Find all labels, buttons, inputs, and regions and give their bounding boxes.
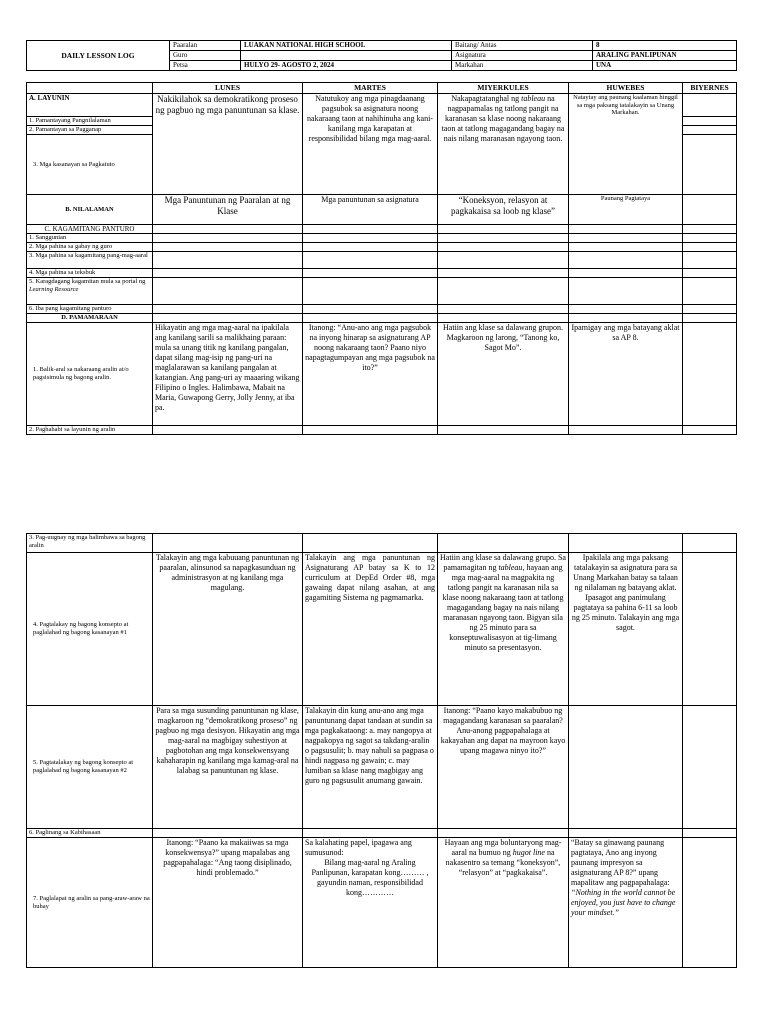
- empty-cell: [438, 278, 569, 305]
- layunin-biyernes-4: [683, 135, 737, 195]
- empty-cell: [303, 252, 438, 269]
- lesson-table-page-1: [26, 82, 737, 435]
- empty-cell: [438, 225, 569, 234]
- empty-cell: [303, 829, 438, 838]
- empty-cell: [303, 234, 438, 243]
- subject-value: ARALING PANLIPUNAN: [593, 51, 737, 61]
- empty-cell: [683, 829, 737, 838]
- empty-cell: [569, 243, 683, 252]
- empty-cell: [683, 305, 737, 314]
- empty-cell: [153, 243, 303, 252]
- kagamitang-pang-mag-aaral: 3. Mga pahina sa kagamitang pang-mag-aaral: [27, 252, 153, 269]
- empty-cell: [438, 234, 569, 243]
- paglalapat-label: 7. Paglalapat ng aralin sa pang-araw-araw na buhay: [27, 838, 153, 968]
- pagtalakay-1-miyerkules: Hatiin ang klase sa dalawang grupo. Sa pamamagitan ng tableau, hayaan ang mga mag-aaral na magpakita ng tatlong pangit na karanasan nila sa klase noong nakaraang taon at tatlong magagandang bagay na nais nilang maranasan ngayong taon. Bigyan sila ng 25 minuto para sa konseptuwalisasyon at tig-limang minuto sa presentasyon.: [438, 553, 569, 706]
- empty-cell: [303, 269, 438, 278]
- balik-aral-miyerkules: Hatiin ang klase sa dalawang grupon. Magkaroon ng larong, “Tanong ko, Sagot Mo”.: [438, 323, 569, 426]
- col-lunes: LUNES: [153, 83, 303, 94]
- empty-cell: [683, 225, 737, 234]
- balik-aral-label: 1. Balik-aral sa nakaraang aralin at/o pagsisimula ng bagong aralin.: [27, 323, 153, 426]
- empty-cell: [153, 252, 303, 269]
- subject-label: Asignatura: [452, 51, 593, 61]
- empty-cell: [438, 252, 569, 269]
- empty-cell: [683, 278, 737, 305]
- empty-cell: [303, 243, 438, 252]
- layunin-huwebes-2: [569, 117, 683, 126]
- pagtalakay-1-label: 4. Pagtalakay ng bagong konsepto at paglalahad ng bagong kasanayan #1: [27, 553, 153, 706]
- col-miyerkules: MIYERKULES: [438, 83, 569, 94]
- pagtalakay-2-miyerkules: Itanong: “Paano kayo makabubuo ng magagandang karanasan sa paaralan? Anu-anong pagpapahalaga at kakayahan ang dapat na mayroon kayo upang magawa ninyo ito?”: [438, 706, 569, 829]
- balik-aral-biyernes: [683, 323, 737, 426]
- empty-cell: [438, 305, 569, 314]
- pagtalakay-2-label: 5. Pagtatalakay ng bagong konsepto at paglalahad ng bagong kasanayan #2: [27, 706, 153, 829]
- empty-cell: [683, 234, 737, 243]
- nilalaman-title: B. NILALAMAN: [27, 195, 153, 225]
- school-label: Paaralan: [170, 41, 241, 51]
- layunin-martes: Natutukoy ang mga pinagdaanang pagsubok sa asignatura noong nakaraang taon at nahihinuha ang kani-kanilang mga karapatan at responsibilidad bilang mga mag-aaral.: [303, 94, 438, 195]
- empty-cell: [438, 829, 569, 838]
- pagtalakay-2-biyernes: [683, 706, 737, 829]
- grade-label: Baitang/ Antas: [452, 41, 593, 51]
- paglinang-label: 6. Paglinang sa Kabihasaan: [27, 829, 153, 838]
- empty-cell: [569, 829, 683, 838]
- empty-cell: [683, 426, 737, 435]
- kasanayan-sa-pagkatuto: 3. Mga kasanayan sa Pagkatuto: [27, 135, 153, 195]
- sanggunian: 1. Sanggunian: [27, 234, 153, 243]
- paghahabi-label: 2. Paghahabi sa layunin ng aralin: [27, 426, 153, 435]
- empty-cell: [683, 534, 737, 553]
- pagtalakay-1-martes: Talakayin ang mga panuntunan ng Asignaturang AP batay sa K to 12 curriculum at DepEd Order #8, mga gawaing dapat nilang asahan, at ang gagamiting Sistema ng pagmamarka.: [303, 553, 438, 706]
- empty-cell: [153, 829, 303, 838]
- empty-cell: [438, 314, 569, 323]
- grade-value: 8: [593, 41, 737, 51]
- pamamaraan-title: D. PAMAMARAAN: [27, 314, 153, 323]
- empty-cell: [153, 426, 303, 435]
- quarter-value: UNA: [593, 61, 737, 71]
- paglalapat-miyerkules: Hayaan ang mga boluntaryong mag-aaral na bumuo ng hugot line na nakasentro sa temang “koneksyon”, “relasyon” at “pagkakaisa”.: [438, 838, 569, 968]
- empty-cell: [303, 314, 438, 323]
- school-value: LUAKAN NATIONAL HIGH SCHOOL: [241, 41, 452, 51]
- balik-aral-martes: Itanong: “Anu-ano ang mga pagsubok na inyong hinarap sa asignaturang AP noong nakaraang taon? Paano niyo napagtagumpayan ang mga pagsubok na ito?”: [303, 323, 438, 426]
- empty-cell: [153, 314, 303, 323]
- empty-cell: [438, 243, 569, 252]
- log-title: DAILY LESSON LOG: [27, 41, 170, 71]
- pagtalakay-1-lunes: Talakayin ang mga kabuuang panuntunan ng paaralan, alinsunod sa napagkasunduan ng administrasyon at ng kanilang mga magulang.: [153, 553, 303, 706]
- column-header-row: [27, 83, 737, 94]
- pamantayan-sa-pagganap: 2. Pamantayan sa Pagganap: [27, 126, 153, 135]
- empty-cell: [303, 426, 438, 435]
- date-label: Petsa: [170, 61, 241, 71]
- layunin-biyernes-2: [683, 117, 737, 126]
- corner-cell: [27, 83, 153, 94]
- teacher-label: Guro: [170, 51, 241, 61]
- empty-cell: [303, 305, 438, 314]
- nilalaman-biyernes: [683, 195, 737, 225]
- iba-pang-kagamitan: 6. Iba pang kagamitang panturo: [27, 305, 153, 314]
- paglalapat-huwebes: “Batay sa ginawang paunang pagtataya, Ano ang inyong paunang impresyon sa asignaturang AP 8?” upang mapalitaw ang pagpapahalaga: “Nothing in the world cannot be enjoyed, you just have to change your mindset.”: [569, 838, 683, 968]
- layunin-biyernes-3: [683, 126, 737, 135]
- nilalaman-martes: Mga panuntunan sa asignatura: [303, 195, 438, 225]
- empty-cell: [153, 225, 303, 234]
- pagtalakay-2-huwebes: [569, 706, 683, 829]
- empty-cell: [683, 252, 737, 269]
- empty-cell: [683, 243, 737, 252]
- col-martes: MARTES: [303, 83, 438, 94]
- empty-cell: [569, 305, 683, 314]
- empty-cell: [683, 269, 737, 278]
- layunin-lunes: Nakikilahok sa demokratikong proseso ng pagbuo ng mga panuntunan sa klase.: [153, 94, 303, 195]
- pagtalakay-2-lunes: Para sa mga susunding panuntunan ng klase, magkaroon ng “demokratikong proseso” ng pagbuo ng mga desisyon. Hikayatin ang mga mag-aaral na magbigay suhestiyon at pagbotohan ang mga konsekwensyang kahaharapin ng kanilang mga kamag-aral na lalabag sa panuntunan ng klase.: [153, 706, 303, 829]
- empty-cell: [153, 269, 303, 278]
- empty-cell: [438, 269, 569, 278]
- empty-cell: [569, 278, 683, 305]
- quarter-label: Markahan: [452, 61, 593, 71]
- nilalaman-miyerkules: “Koneksyon, relasyon at pagkakaisa sa loob ng klase”: [438, 195, 569, 225]
- empty-cell: [683, 314, 737, 323]
- empty-cell: [438, 426, 569, 435]
- pagtalakay-2-martes: Talakayin din kung anu-ano ang mga panuntunang dapat tandaan at sundin sa mga pagkakataong: a. may nangopya at nagpakopya ng sagot sa takdang-aralin o pagsusulit; b. may nahuli sa pagpasa o hindi nagpasa ng gawain; c. may lumiban sa klase nang magbigay ang guro ng pagsusulit anumang gawain.: [303, 706, 438, 829]
- layunin-title: A. LAYUNIN: [27, 94, 153, 117]
- balik-aral-lunes: Hikayatin ang mga mag-aaral na ipakilala ang kanilang sarili sa malikhaing paraan: mula sa unang titik ng kanilang pangalan, dapat silang mag-isip ng pang-uri na maglalarawan sa kanilang pangalan at katangian. Ang pang-uri ay maaaring wikang Filipino o Ingles. Halimbawa, Mabait na Maria, Guwapong Gerry, Jolly Jenny, at iba pa.: [153, 323, 303, 426]
- paglalapat-martes-line1: Sa kalahating papel, ipagawa ang sumusunod:: [305, 838, 412, 857]
- pamantayang-pangnilalaman: 1. Pamantayang Pangnilalaman: [27, 117, 153, 126]
- header-table: [26, 40, 737, 71]
- paglalapat-lunes: Itanong: “Paano ka makaiiwas sa mga konsekwensya?” upang mapalabas ang pagpapahalaga: “Ang taong disiplinado, hindi problemado.”: [153, 838, 303, 968]
- pagtalakay-1-biyernes: [683, 553, 737, 706]
- empty-cell: [153, 234, 303, 243]
- paglalapat-biyernes: [683, 838, 737, 968]
- empty-cell: [303, 225, 438, 234]
- empty-cell: [438, 534, 569, 553]
- nilalaman-lunes: Mga Panuntunan ng Paaralan at ng Klase: [153, 195, 303, 225]
- empty-cell: [303, 278, 438, 305]
- paglalapat-martes-line2: Bilang mag-aaral ng Araling Panlipunan, karapatan kong……… , gayundin naman, responsibilidad kong…………: [311, 858, 429, 897]
- kagamitan-title: C. KAGAMITANG PANTURO: [27, 225, 153, 234]
- empty-cell: [303, 534, 438, 553]
- empty-cell: [569, 269, 683, 278]
- layunin-miyerkules: Nakapagtatanghal ng tableau na nagpapamalas ng tatlong pangit na karanasan sa klase noong nakaraang taon at tatlong magagandang bagay na nais nilang maranasan ngayong taon.: [438, 94, 569, 195]
- layunin-huwebes: Nataytay ang paunang kaalaman hinggil sa mga paksang tatalakayin sa Unang Markahan.: [569, 94, 683, 117]
- layunin-huwebes-4: [569, 135, 683, 195]
- empty-cell: [569, 234, 683, 243]
- col-huwebes: HUWEBES: [569, 83, 683, 94]
- layunin-huwebes-3: [569, 126, 683, 135]
- nilalaman-huwebes: Paunang Pagtataya: [569, 195, 683, 225]
- empty-cell: [153, 278, 303, 305]
- teacher-value: [241, 51, 452, 61]
- empty-cell: [569, 252, 683, 269]
- empty-cell: [569, 426, 683, 435]
- learning-resource: 5. Karagdagang kagamitan mula sa portal ng Learning Resource: [27, 278, 153, 305]
- empty-cell: [569, 314, 683, 323]
- empty-cell: [153, 534, 303, 553]
- gabay-ng-guro: 2. Mga pahina sa gabay ng guro: [27, 243, 153, 252]
- paglalapat-martes: [303, 838, 438, 968]
- balik-aral-huwebes: Ipamigay ang mga batayang aklat sa AP 8.: [569, 323, 683, 426]
- pag-uugnay-label: 3. Pag-uugnay ng mga halimbawa sa bagong aralin: [27, 534, 153, 553]
- pagtalakay-1-huwebes: Ipakilala ang mga paksang tatalakayin sa asignatura para sa Unang Markahan batay sa talaan ng nilalaman ng batayang aklat. Ipasagot ang panimulang pagtataya sa pahina 6-11 sa loob ng 25 minuto. Talakayin ang mga sagot.: [569, 553, 683, 706]
- date-value: HULYO 29- AGOSTO 2, 2024: [241, 61, 452, 71]
- col-biyernes: BIYERNES: [683, 83, 737, 94]
- empty-cell: [569, 534, 683, 553]
- empty-cell: [569, 225, 683, 234]
- teksbuk: 4. Mga pahina sa teksbuk: [27, 269, 153, 278]
- lesson-table-page-2: [26, 533, 737, 968]
- layunin-biyernes-1: [683, 94, 737, 117]
- empty-cell: [153, 305, 303, 314]
